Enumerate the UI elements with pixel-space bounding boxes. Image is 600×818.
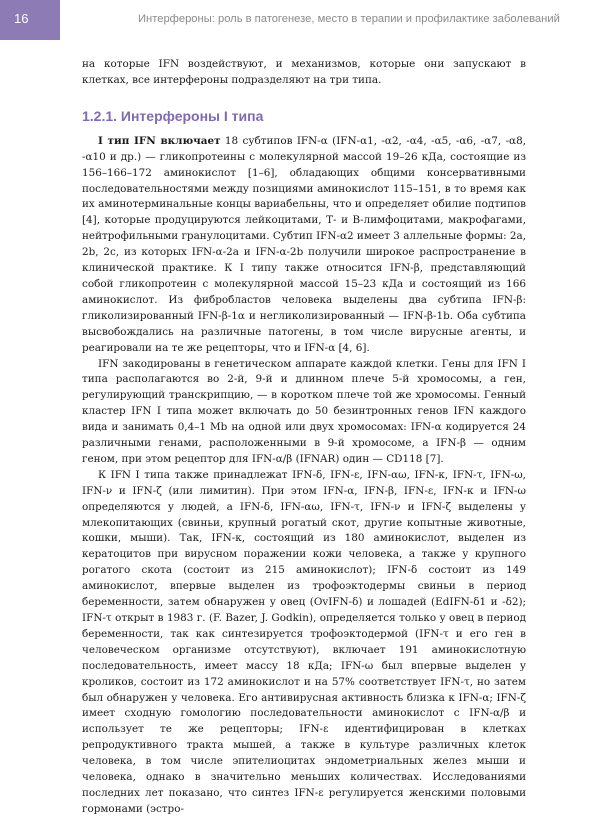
page-number: 16 (0, 0, 60, 40)
paragraph-other-types: К IFN I типа также принадлежат IFN-δ, IFN-ε, IFN-αω, IFN-κ, IFN-τ, IFN-ω, IFN-ν и IFN-ζ (или лимитин). При этом IFN-α, IFN-β, IFN-ε, IFN-κ и IFN-ω определяются у людей, а IFN-δ, IFN-αω, IFN-τ, IFN-ν и IFN-ζ выделены у млекопитающих (свиньи, крупный рогатый скот, другие копытные животные, кошки, мыши). Так, IFN-κ, состоящий из 180 аминокислот, выделен из кератоцитов при вирусном поражении кожи человека, а также у крупного рогатого скота (состоит из 215 аминокислот); IFN-δ состоит из 149 аминокислот, впервые выделен из трофоэктодермы свиньи в период беременности, затем обнаружен у овец (OvIFN-δ) и лошадей (EdIFN-δ1 и -δ2); IFN-τ открыт в 1983 г. (F. Bazer, J. Godkin), определяется только у овец в период беременности, так как синтезируется трофоэктодермой (IFN-τ и его ген в человеческом организме отсутствуют), включает 191 аминокислотную последовательность, имеет массу 18 кДа; IFN-ω был впервые выделен у кроликов, состоит из 172 аминокислот и на 57% соответствует IFN-τ, но затем был обнаружен у человека. Его антивирусная активность близка к IFN-α; IFN-ζ имеет сходную гомологию последовательности аминокислот с IFN-α/β и использует те же рецепторы; IFN-ε идентифицирован в клетках репродуктивного тракта мышей, а также в культуре различных клеток человека, в том числе эпителиоцитах эндометриальных желез мыши и человека, однако в значительно меньших количествах. Исследованиями последних лет показано, что синтез IFN-ε регулируется женскими половыми гормонами (эстро- (82, 468, 526, 815)
intro-paragraph: на которые IFN воздействуют, и механизмов, которые они запускают в клетках, все интерфероны подразделяют на три типа. (82, 58, 526, 86)
page-header (0, 0, 600, 42)
section-heading: 1.2.1. Интерфероны I типа (82, 107, 264, 124)
paragraph-type1-definition (82, 134, 526, 357)
running-title: Интерфероны: роль в патогенезе, место в терапии и профилактике заболеваний (138, 13, 560, 25)
paragraph-genes: IFN закодированы в генетическом аппарате каждой клетки. Гены для IFN I типа располагаются во 2-й, 9-й и длинном плече 5-й хромосомы, а ген, регулирующий транскрипцию, — в коротком плече той же хромосомы. Генный кластер IFN I типа может включать до 50 безинтронных генов IFN каждого вида и занимать 0,4–1 Mb на одной или двух хромосомах: IFN-α кодируется 24 различными генами, расположенными в 9-й хромосоме, а IFN-β — одним геном, при этом рецептор для IFN-α/β (IFNAR) один — CD118 [7]. (82, 357, 526, 465)
page-body (82, 57, 526, 818)
paragraph-text: 18 субтипов IFN-α (IFN-α1, -α2, -α4, -α5, -α6, -α7, -α8, -α10 и др.) — гликопротеины с молекулярной массой 19–26 кДа, состоящие из 156–166–172 аминокислот [1–6], обладающих общими консервативными последовательностями между позициями аминокислот 115–151, в то время как их аминотерминальные концы вариабельны, что и определяет обилие подтипов [4], которые продуцируются лейкоцитами, Т- и В-лимфоцитами, макрофагами, нейтрофильными гранулоцитами. Субтип IFN-α2 имеет 3 аллельные формы: 2a, 2b, 2c, из которых IFN-α-2a и IFN-α-2b получили широкое распространение в клинической практике. К I типу также относится IFN-β, представляющий собой гликопротеин с молекулярной массой 15–23 кДа и состоящий из 166 аминокислот. Из фибробластов человека выделены два субтипа IFN-β: гликолизированный IFN-β-1α и негликолизированный — IFN-β-1b. Оба субтипа высвобождались на различные патогены, в том числе вирусные агенты, и реагировали на те же рецепторы, что и IFN-α [4, 6]. (82, 134, 526, 354)
paragraph-lead: I тип IFN включает (98, 134, 221, 147)
